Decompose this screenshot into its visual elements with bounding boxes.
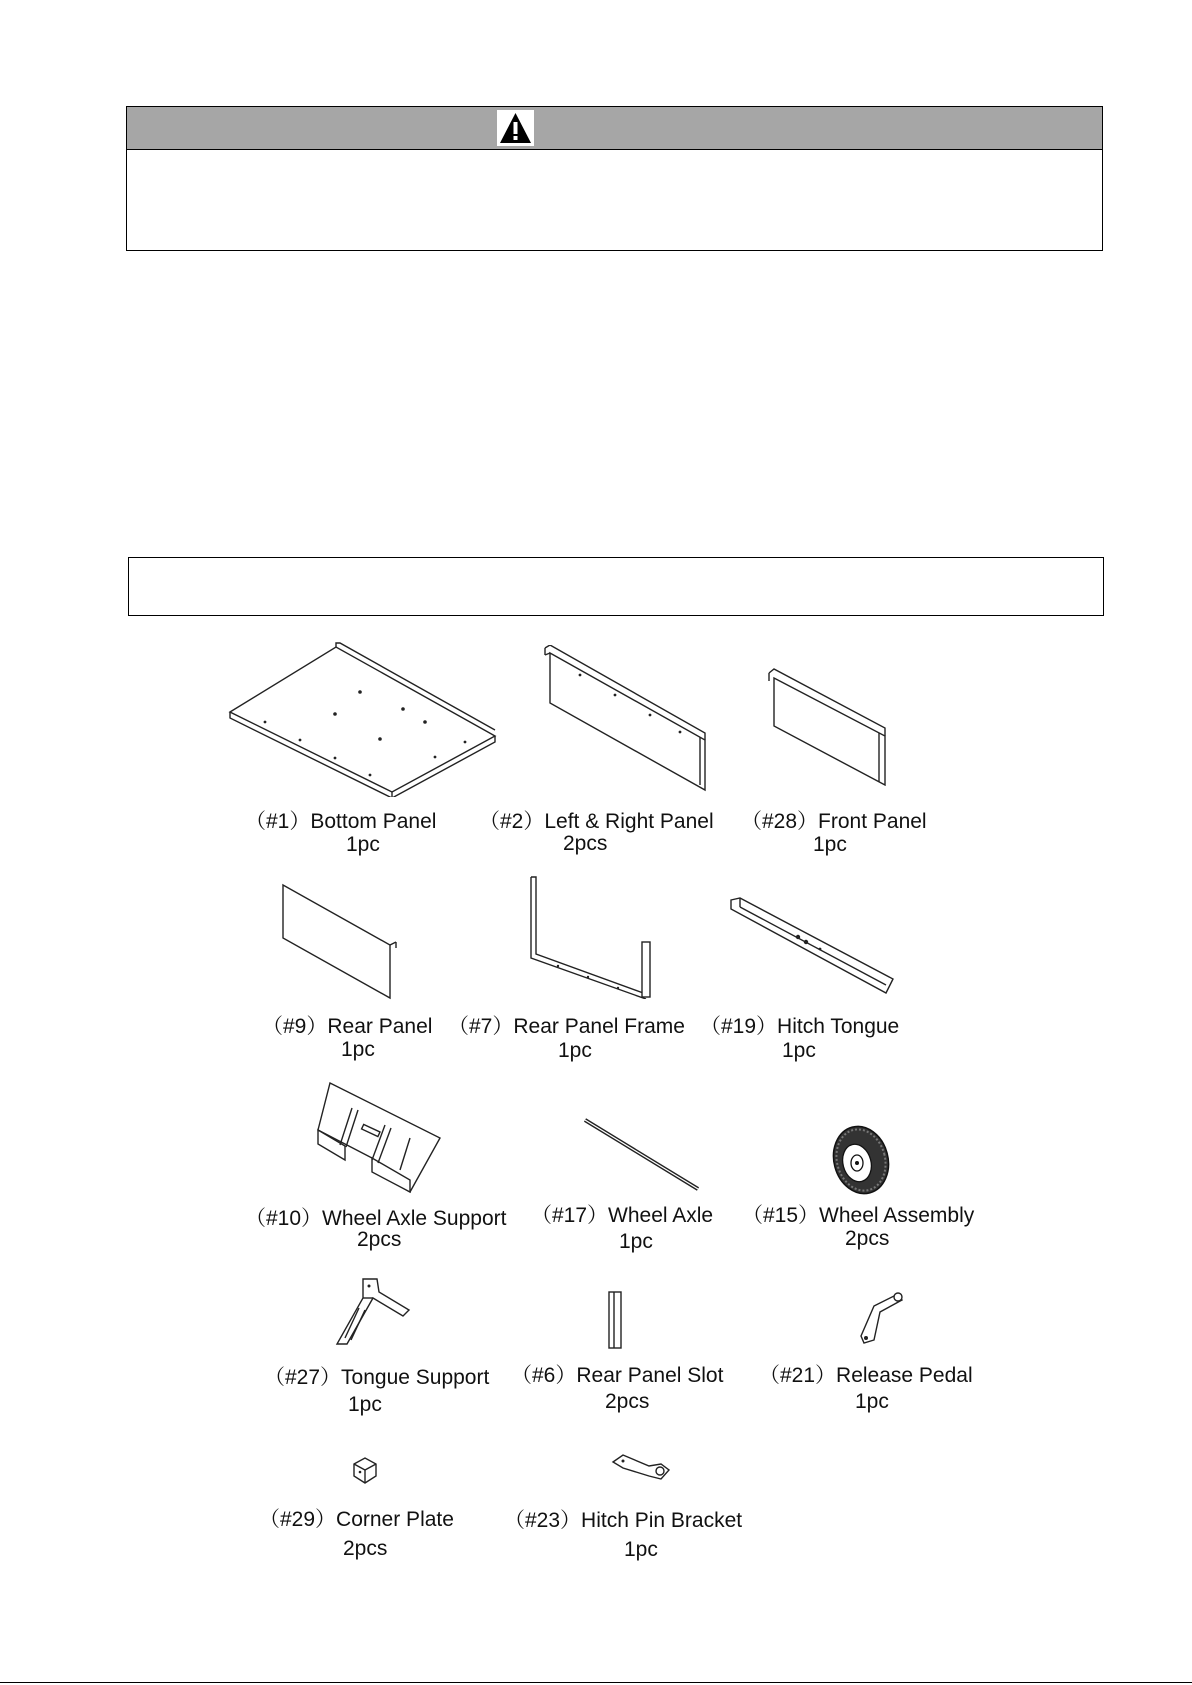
part-label: （#28）Front Panel (741, 810, 927, 833)
part-quantity: 1pc (782, 1039, 816, 1062)
release-pedal-drawing (856, 1288, 906, 1346)
bottom-panel-drawing (225, 642, 500, 797)
part-quantity: 2pcs (343, 1537, 388, 1560)
part-label: （#23）Hitch Pin Bracket (504, 1509, 743, 1532)
wheel-assembly-drawing (825, 1120, 900, 1200)
wheel-axle-support-drawing (310, 1080, 445, 1195)
part-label: （#29）Corner Plate (259, 1508, 454, 1531)
hitch-tongue-drawing (728, 897, 898, 997)
part-label: （#2）Left & Right Panel (479, 810, 714, 833)
corner-plate-drawing (349, 1456, 379, 1486)
part-quantity: 2pcs (563, 832, 608, 855)
warning-box (126, 106, 1103, 251)
left-right-panel-drawing (540, 645, 710, 793)
rear-panel-slot-drawing (606, 1290, 626, 1350)
part-quantity: 1pc (558, 1039, 592, 1062)
part-label: （#27）Tongue Support (264, 1366, 490, 1389)
part-quantity: 2pcs (605, 1390, 650, 1413)
part-quantity: 1pc (813, 833, 847, 856)
rear-panel-drawing (280, 882, 400, 1000)
part-label: （#21）Release Pedal (759, 1364, 973, 1387)
wheel-axle-drawing (582, 1117, 702, 1192)
tongue-support-drawing (333, 1276, 413, 1348)
rear-panel-frame-drawing (528, 874, 658, 999)
part-label: （#6）Rear Panel Slot (511, 1364, 724, 1387)
part-quantity: 1pc (341, 1038, 375, 1061)
part-label: （#19）Hitch Tongue (700, 1015, 900, 1038)
part-quantity: 1pc (619, 1230, 653, 1253)
part-quantity: 1pc (346, 833, 380, 856)
part-quantity: 2pcs (845, 1227, 890, 1250)
part-label: （#1）Bottom Panel (245, 810, 437, 833)
front-panel-drawing (765, 668, 890, 786)
page-bottom-rule (0, 1682, 1192, 1683)
part-quantity: 1pc (348, 1393, 382, 1416)
part-quantity: 1pc (624, 1538, 658, 1561)
part-label: （#15）Wheel Assembly (742, 1204, 975, 1227)
parts-list-header-box (128, 557, 1104, 616)
part-quantity: 1pc (855, 1390, 889, 1413)
part-label: （#17）Wheel Axle (531, 1204, 714, 1227)
hitch-pin-bracket-drawing (609, 1452, 671, 1482)
part-label: （#10）Wheel Axle Support (245, 1207, 507, 1230)
warning-header (127, 107, 1102, 150)
part-label: （#9）Rear Panel (262, 1015, 433, 1038)
warning-triangle-icon (497, 110, 534, 146)
part-label: （#7）Rear Panel Frame (448, 1015, 685, 1038)
part-quantity: 2pcs (357, 1228, 402, 1251)
